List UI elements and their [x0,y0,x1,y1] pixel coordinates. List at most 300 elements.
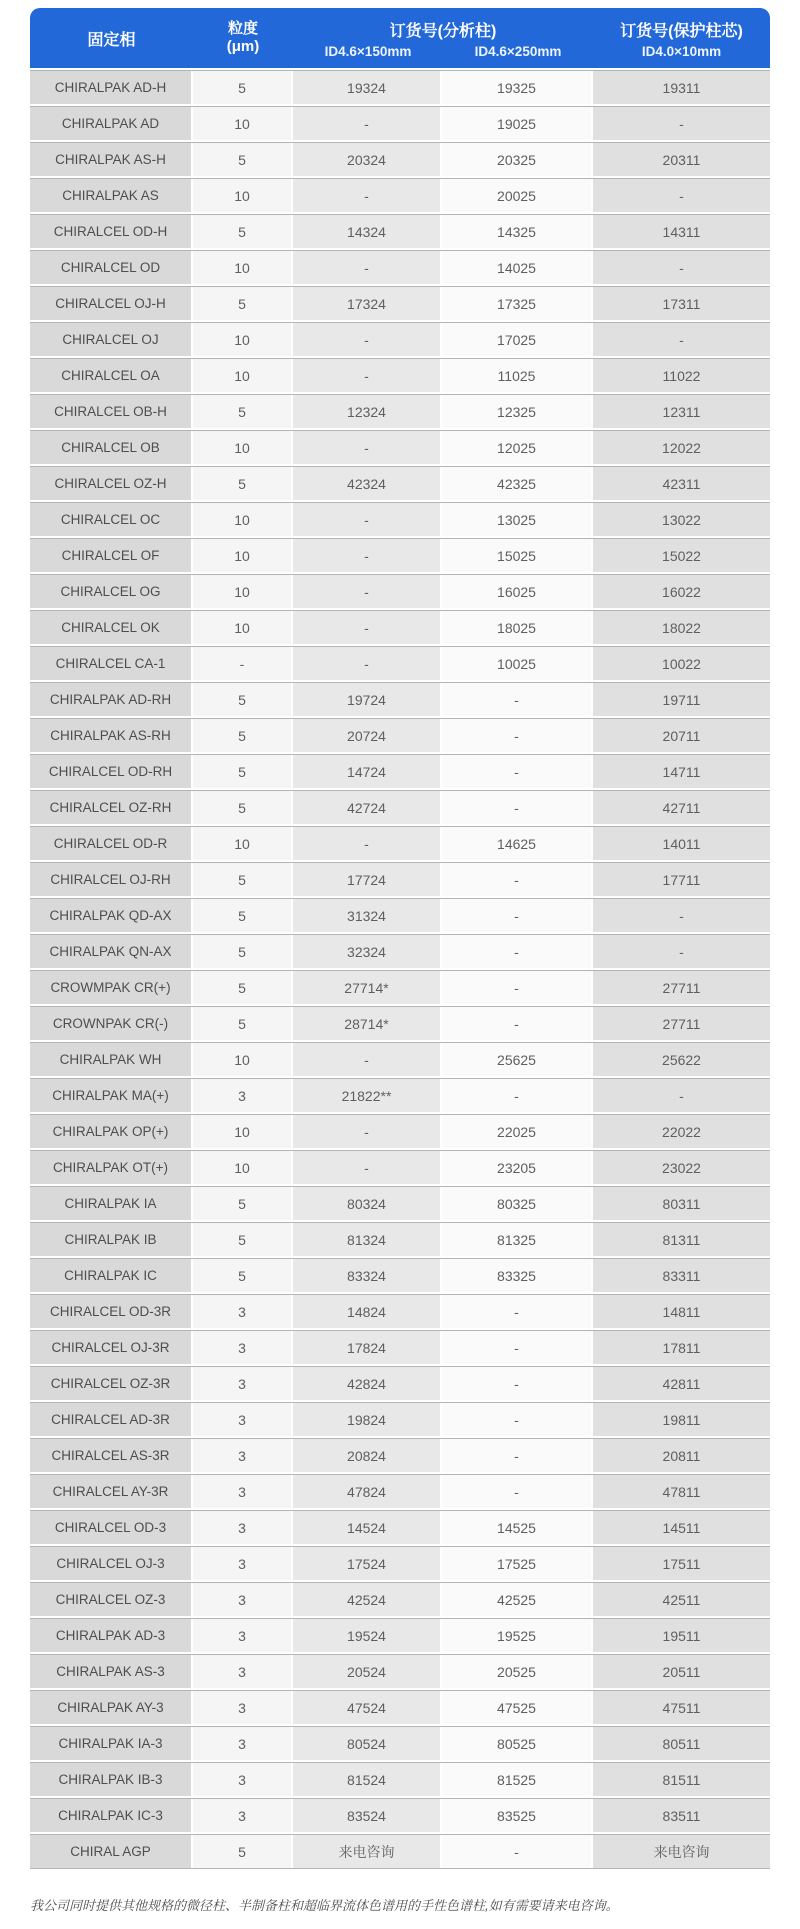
cell-particle-size: 3 [193,1511,291,1544]
cell-order-guard: 83311 [593,1259,770,1292]
cell-order-id46x250: 22025 [442,1115,591,1148]
header-group-guard [593,8,770,68]
cell-order-guard: - [593,179,770,212]
table-row [30,1402,770,1436]
cell-stationary-phase: CHIRALCEL OJ-H [30,287,191,320]
cell-stationary-phase: CHIRALPAK AY-3 [30,1691,191,1724]
table-row [30,970,770,1004]
cell-particle-size: 5 [193,395,291,428]
table-row [30,1186,770,1220]
cell-order-id46x150: 14524 [293,1511,440,1544]
cell-order-guard: - [593,251,770,284]
cell-particle-size: 5 [193,467,291,500]
cell-particle-size: 3 [193,1403,291,1436]
cell-stationary-phase: CROWNPAK CR(-) [30,1007,191,1040]
cell-order-id46x250: 42525 [442,1583,591,1616]
cell-particle-size: 5 [193,935,291,968]
cell-order-guard: 42811 [593,1367,770,1400]
table-row [30,1294,770,1328]
cell-order-id46x150: - [293,251,440,284]
cell-order-id46x150: 12324 [293,395,440,428]
cell-order-guard: 42511 [593,1583,770,1616]
cell-stationary-phase: CHIRALCEL OK [30,611,191,644]
cell-order-guard: 19711 [593,683,770,716]
table-row [30,1654,770,1688]
cell-particle-size: 3 [193,1727,291,1760]
cell-order-id46x250: 18025 [442,611,591,644]
cell-particle-size: 3 [193,1655,291,1688]
cell-stationary-phase: CHIRALCEL OJ-3R [30,1331,191,1364]
cell-order-id46x150: 21822** [293,1079,440,1112]
cell-order-id46x250: 14325 [442,215,591,248]
cell-stationary-phase: CHIRALCEL OC [30,503,191,536]
cell-order-id46x250: 16025 [442,575,591,608]
table-row [30,682,770,716]
cell-stationary-phase: CHIRALPAK OT(+) [30,1151,191,1184]
cell-order-id46x150: - [293,827,440,860]
table-row [30,106,770,140]
cell-stationary-phase: CHIRALPAK IA [30,1187,191,1220]
cell-order-id46x150: 19824 [293,1403,440,1436]
table-row [30,610,770,644]
cell-order-id46x150: 20324 [293,143,440,176]
cell-stationary-phase: CHIRALCEL OF [30,539,191,572]
cell-order-id46x250: - [442,1007,591,1040]
table-row [30,790,770,824]
cell-stationary-phase: CHIRALCEL OD [30,251,191,284]
cell-stationary-phase: CHIRALCEL AS-3R [30,1439,191,1472]
cell-order-id46x250: 80525 [442,1727,591,1760]
table-row [30,70,770,104]
cell-order-guard: 20511 [593,1655,770,1688]
table-row [30,862,770,896]
cell-stationary-phase: CHIRAL AGP [30,1835,191,1868]
cell-order-id46x150: 14824 [293,1295,440,1328]
cell-order-guard: 13022 [593,503,770,536]
cell-order-id46x250: 15025 [442,539,591,572]
cell-order-id46x150: 80324 [293,1187,440,1220]
cell-order-id46x250: 47525 [442,1691,591,1724]
cell-order-id46x150: 42324 [293,467,440,500]
cell-stationary-phase: CHIRALPAK AD-3 [30,1619,191,1652]
cell-order-guard: - [593,899,770,932]
cell-order-id46x150: 14324 [293,215,440,248]
cell-order-guard: 19811 [593,1403,770,1436]
table-row [30,502,770,536]
cell-particle-size: 10 [193,431,291,464]
cell-order-id46x250: 13025 [442,503,591,536]
cell-particle-size: 10 [193,1115,291,1148]
table-row [30,1258,770,1292]
cell-order-guard: 42711 [593,791,770,824]
cell-order-guard: 27711 [593,971,770,1004]
table-row [30,1510,770,1544]
cell-order-guard: 83511 [593,1799,770,1832]
cell-order-id46x250: - [442,971,591,1004]
cell-order-guard: - [593,323,770,356]
cell-particle-size: 10 [193,107,291,140]
cell-particle-size: 5 [193,719,291,752]
cell-order-guard: 19311 [593,71,770,104]
cell-particle-size: 10 [193,359,291,392]
cell-order-guard: 17511 [593,1547,770,1580]
cell-order-id46x150: 42824 [293,1367,440,1400]
cell-stationary-phase: CHIRALPAK AD-H [30,71,191,104]
table-row [30,646,770,680]
cell-particle-size: 3 [193,1079,291,1112]
cell-stationary-phase: CHIRALCEL CA-1 [30,647,191,680]
cell-order-id46x150: 83524 [293,1799,440,1832]
cell-particle-size: 5 [193,287,291,320]
cell-stationary-phase: CHIRALCEL AD-3R [30,1403,191,1436]
table-row [30,394,770,428]
cell-stationary-phase: CHIRALPAK OP(+) [30,1115,191,1148]
cell-stationary-phase: CHIRALPAK QN-AX [30,935,191,968]
cell-order-id46x250: 25625 [442,1043,591,1076]
cell-order-id46x250: 17025 [442,323,591,356]
cell-order-id46x250: - [442,719,591,752]
table-row [30,1222,770,1256]
cell-order-guard: 来电咨询 [593,1835,770,1868]
cell-particle-size: 5 [193,863,291,896]
table-row [30,1006,770,1040]
cell-order-id46x150: 27714* [293,971,440,1004]
cell-order-guard: 14811 [593,1295,770,1328]
header-sub-id46x150: ID4.6×150mm [324,43,412,59]
header-particle-size [193,8,293,68]
cell-particle-size: 5 [193,1223,291,1256]
cell-order-id46x250: 81525 [442,1763,591,1796]
cell-particle-size: 5 [193,1007,291,1040]
cell-order-id46x150: - [293,1043,440,1076]
table-row [30,178,770,212]
cell-order-guard: 47511 [593,1691,770,1724]
table-row [30,934,770,968]
cell-order-guard: - [593,107,770,140]
table-row [30,718,770,752]
cell-order-guard: - [593,1079,770,1112]
table-row [30,214,770,248]
cell-order-id46x150: 81324 [293,1223,440,1256]
cell-order-id46x250: - [442,1331,591,1364]
cell-particle-size: 5 [193,755,291,788]
cell-order-id46x250: 10025 [442,647,591,680]
cell-order-id46x150: 20824 [293,1439,440,1472]
cell-order-id46x150: 来电咨询 [293,1835,440,1868]
table-row [30,1078,770,1112]
cell-particle-size: 5 [193,683,291,716]
cell-order-id46x150: - [293,539,440,572]
table-row [30,1150,770,1184]
cell-particle-size: 5 [193,791,291,824]
cell-order-id46x150: 28714* [293,1007,440,1040]
cell-stationary-phase: CHIRALCEL OD-3 [30,1511,191,1544]
cell-particle-size: 3 [193,1367,291,1400]
table-row [30,142,770,176]
cell-stationary-phase: CHIRALCEL OJ-RH [30,863,191,896]
header-analytical-subrow [293,44,593,59]
cell-order-id46x250: - [442,1439,591,1472]
cell-particle-size: 5 [193,1187,291,1220]
table-row [30,1726,770,1760]
cell-order-id46x150: 17724 [293,863,440,896]
table-row [30,898,770,932]
cell-order-id46x250: - [442,1367,591,1400]
cell-order-id46x250: 20525 [442,1655,591,1688]
table-row [30,1690,770,1724]
cell-order-guard: 14311 [593,215,770,248]
table-row [30,466,770,500]
cell-particle-size: 10 [193,575,291,608]
cell-stationary-phase: CHIRALPAK IB [30,1223,191,1256]
cell-order-guard: 20811 [593,1439,770,1472]
cell-order-id46x250: 83325 [442,1259,591,1292]
cell-particle-size: 5 [193,971,291,1004]
cell-order-guard: 25622 [593,1043,770,1076]
cell-order-id46x150: 19324 [293,71,440,104]
cell-order-guard: 80311 [593,1187,770,1220]
cell-order-id46x250: 20025 [442,179,591,212]
table-row [30,286,770,320]
cell-stationary-phase: CHIRALPAK IB-3 [30,1763,191,1796]
cell-order-id46x150: 42724 [293,791,440,824]
cell-order-id46x250: 14525 [442,1511,591,1544]
cell-order-id46x150: - [293,611,440,644]
cell-particle-size: 10 [193,539,291,572]
table-body [30,70,770,1869]
table-row [30,1114,770,1148]
cell-order-id46x150: 17524 [293,1547,440,1580]
cell-order-id46x250: 11025 [442,359,591,392]
cell-order-id46x150: - [293,575,440,608]
cell-order-id46x250: - [442,1079,591,1112]
cell-order-id46x150: 47524 [293,1691,440,1724]
cell-particle-size: 10 [193,827,291,860]
cell-stationary-phase: CHIRALPAK AS [30,179,191,212]
cell-order-id46x250: - [442,791,591,824]
cell-order-guard: 19511 [593,1619,770,1652]
cell-stationary-phase: CHIRALCEL OZ-3R [30,1367,191,1400]
cell-particle-size: 3 [193,1331,291,1364]
table-row [30,1618,770,1652]
cell-order-id46x250: 19525 [442,1619,591,1652]
cell-stationary-phase: CHIRALCEL AY-3R [30,1475,191,1508]
cell-order-guard: 14011 [593,827,770,860]
cell-order-guard: 81511 [593,1763,770,1796]
table-row [30,1330,770,1364]
table-row [30,430,770,464]
cell-stationary-phase: CHIRALPAK WH [30,1043,191,1076]
header-guard-subrow [593,44,770,59]
cell-particle-size: 3 [193,1619,291,1652]
cell-order-id46x150: 83324 [293,1259,440,1292]
cell-stationary-phase: CHIRALCEL OD-RH [30,755,191,788]
table-row [30,1762,770,1796]
cell-order-id46x250: - [442,1475,591,1508]
header-sub-id40x10: ID4.0×10mm [641,43,722,59]
table-row [30,322,770,356]
cell-particle-size: 5 [193,1259,291,1292]
cell-order-guard: 17811 [593,1331,770,1364]
cell-order-guard: 23022 [593,1151,770,1184]
cell-particle-size: 10 [193,323,291,356]
cell-order-id46x150: - [293,503,440,536]
cell-particle-size: 10 [193,1043,291,1076]
cell-order-guard: 42311 [593,467,770,500]
header-group-analytical [293,8,593,68]
cell-stationary-phase: CHIRALPAK AS-3 [30,1655,191,1688]
cell-order-guard: 20311 [593,143,770,176]
header-sub-id46x250: ID4.6×250mm [474,43,562,59]
cell-order-id46x250: 83525 [442,1799,591,1832]
table-row [30,1042,770,1076]
cell-stationary-phase: CHIRALCEL OB [30,431,191,464]
cell-stationary-phase: CHIRALCEL OZ-RH [30,791,191,824]
cell-order-guard: 20711 [593,719,770,752]
cell-particle-size: 10 [193,251,291,284]
cell-order-id46x250: - [442,935,591,968]
cell-order-id46x150: - [293,431,440,464]
cell-order-id46x250: - [442,1835,591,1868]
cell-order-guard: - [593,935,770,968]
cell-particle-size: - [193,647,291,680]
cell-order-id46x250: 12325 [442,395,591,428]
cell-order-id46x150: 81524 [293,1763,440,1796]
cell-stationary-phase: CHIRALPAK IC [30,1259,191,1292]
table-row [30,1366,770,1400]
table-row [30,250,770,284]
table-row [30,1546,770,1580]
cell-order-id46x250: 17325 [442,287,591,320]
cell-order-id46x150: 17324 [293,287,440,320]
table-row [30,538,770,572]
cell-order-guard: 12311 [593,395,770,428]
cell-particle-size: 3 [193,1295,291,1328]
cell-order-guard: 80511 [593,1727,770,1760]
cell-order-id46x150: 20524 [293,1655,440,1688]
cell-order-guard: 12022 [593,431,770,464]
footnote: 我公司同时提供其他规格的微径柱、半制备柱和超临界流体色谱用的手性色谱柱,如有需要请来电咨询。 [30,1898,619,1913]
cell-particle-size: 3 [193,1439,291,1472]
cell-order-id46x150: - [293,359,440,392]
cell-order-id46x150: - [293,323,440,356]
cell-particle-size: 10 [193,503,291,536]
cell-order-guard: 14511 [593,1511,770,1544]
cell-order-guard: 16022 [593,575,770,608]
cell-stationary-phase: CHIRALPAK AS-RH [30,719,191,752]
table-row [30,826,770,860]
cell-order-guard: 81311 [593,1223,770,1256]
cell-stationary-phase: CHIRALPAK AD [30,107,191,140]
cell-stationary-phase: CHIRALPAK MA(+) [30,1079,191,1112]
cell-particle-size: 3 [193,1475,291,1508]
header-particle-size-line2: (μm) [226,38,260,55]
cell-stationary-phase: CHIRALCEL OD-R [30,827,191,860]
cell-order-id46x150: - [293,647,440,680]
cell-order-id46x250: 23205 [442,1151,591,1184]
cell-stationary-phase: CROWMPAK CR(+) [30,971,191,1004]
cell-particle-size: 5 [193,71,291,104]
cell-order-id46x250: - [442,1403,591,1436]
table-row [30,1582,770,1616]
cell-stationary-phase: CHIRALCEL OJ-3 [30,1547,191,1580]
cell-order-id46x250: 14625 [442,827,591,860]
cell-order-id46x250: 12025 [442,431,591,464]
cell-order-id46x250: 17525 [442,1547,591,1580]
cell-stationary-phase: CHIRALCEL OZ-H [30,467,191,500]
cell-order-guard: 10022 [593,647,770,680]
table-row [30,754,770,788]
cell-stationary-phase: CHIRALCEL OD-H [30,215,191,248]
cell-particle-size: 3 [193,1763,291,1796]
cell-order-id46x150: 17824 [293,1331,440,1364]
cell-particle-size: 10 [193,611,291,644]
cell-particle-size: 5 [193,143,291,176]
cell-stationary-phase: CHIRALPAK AD-RH [30,683,191,716]
cell-particle-size: 3 [193,1547,291,1580]
cell-order-id46x150: 32324 [293,935,440,968]
cell-order-guard: 15022 [593,539,770,572]
table-row [30,1474,770,1508]
cell-order-id46x250: - [442,683,591,716]
cell-stationary-phase: CHIRALCEL OG [30,575,191,608]
cell-stationary-phase: CHIRALPAK IA-3 [30,1727,191,1760]
cell-order-guard: 22022 [593,1115,770,1148]
cell-order-id46x150: 20724 [293,719,440,752]
cell-order-id46x150: - [293,1151,440,1184]
cell-order-id46x250: 42325 [442,467,591,500]
cell-order-id46x150: 80524 [293,1727,440,1760]
cell-stationary-phase: CHIRALCEL OB-H [30,395,191,428]
cell-order-id46x150: 42524 [293,1583,440,1616]
cell-order-id46x150: - [293,107,440,140]
header-analytical-label: 订货号(分析柱) [389,22,497,40]
cell-order-id46x150: - [293,179,440,212]
cell-stationary-phase: CHIRALCEL OZ-3 [30,1583,191,1616]
cell-particle-size: 10 [193,179,291,212]
cell-stationary-phase: CHIRALPAK QD-AX [30,899,191,932]
cell-order-id46x250: - [442,899,591,932]
cell-order-id46x150: - [293,1115,440,1148]
cell-order-guard: 17311 [593,287,770,320]
cell-order-id46x250: 80325 [442,1187,591,1220]
cell-order-guard: 14711 [593,755,770,788]
cell-order-id46x250: - [442,863,591,896]
table-row [30,1438,770,1472]
cell-order-id46x250: 81325 [442,1223,591,1256]
cell-order-guard: 27711 [593,1007,770,1040]
header-stationary-phase: 固定相 [87,31,136,49]
table-row [30,1798,770,1832]
cell-stationary-phase: CHIRALCEL OJ [30,323,191,356]
product-order-table [30,8,770,1869]
cell-particle-size: 5 [193,1835,291,1868]
table-row [30,358,770,392]
table-row [30,1834,770,1868]
cell-order-id46x250: 20325 [442,143,591,176]
cell-order-id46x250: - [442,755,591,788]
cell-particle-size: 3 [193,1583,291,1616]
cell-order-id46x250: 14025 [442,251,591,284]
cell-particle-size: 3 [193,1691,291,1724]
cell-particle-size: 3 [193,1799,291,1832]
header-guard-label: 订货号(保护柱芯) [620,22,743,40]
cell-order-id46x150: 19724 [293,683,440,716]
table-header [30,8,770,68]
cell-order-id46x250: 19325 [442,71,591,104]
cell-order-id46x150: 14724 [293,755,440,788]
table-row [30,574,770,608]
